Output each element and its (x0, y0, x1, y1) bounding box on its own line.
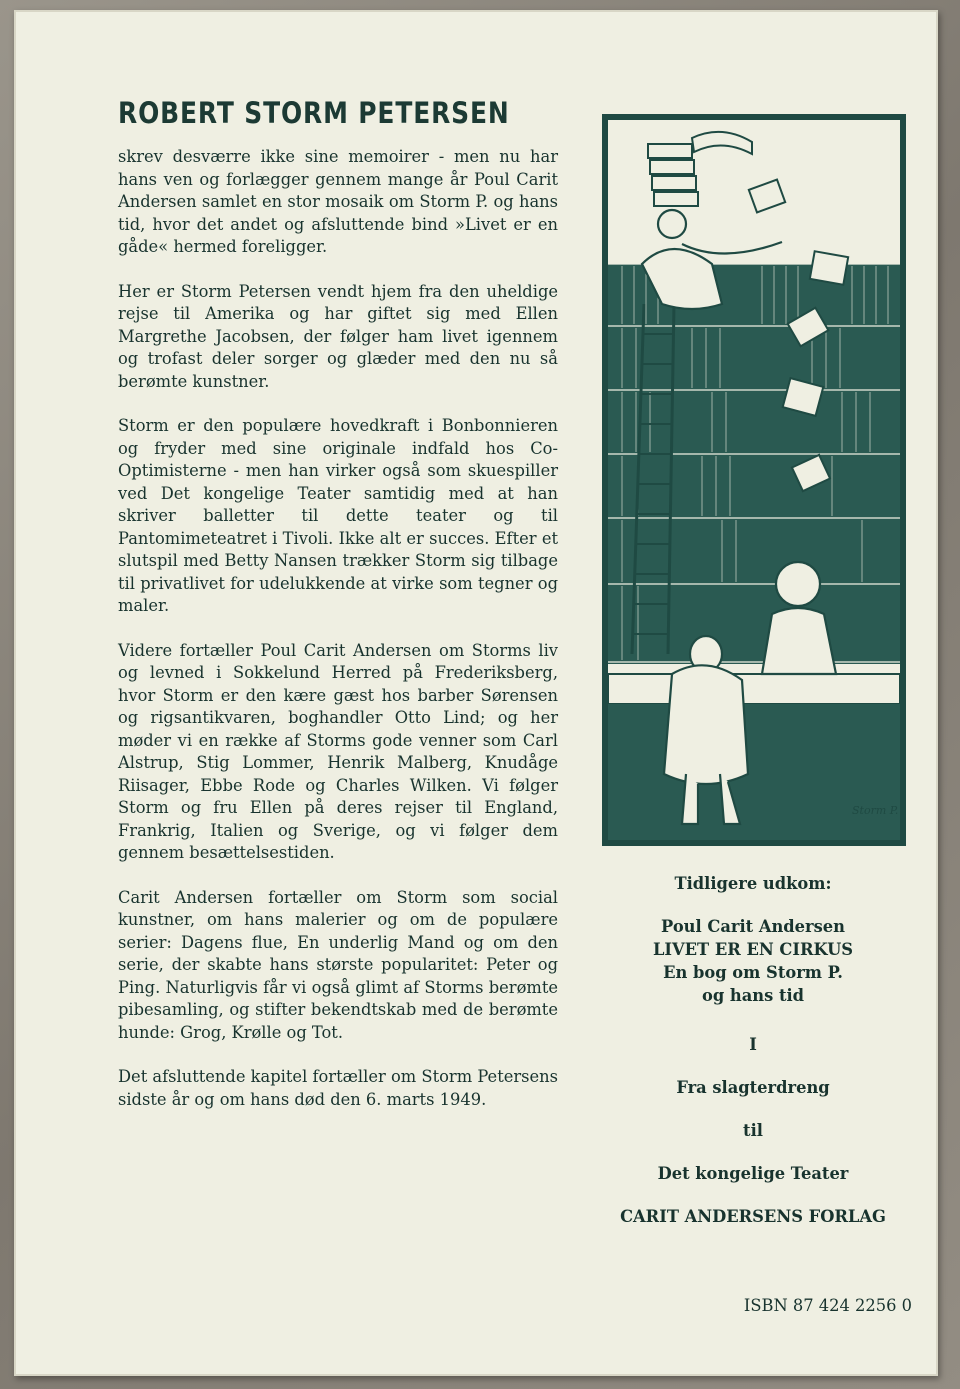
publisher-name: CARIT ANDERSENS FORLAG (620, 1207, 886, 1226)
volume-number: I (749, 1035, 757, 1054)
counter (608, 674, 900, 704)
library-illustration (602, 114, 906, 846)
previous-titles-block (588, 872, 918, 1228)
volume-line-3: Det kongelige Teater (657, 1164, 849, 1183)
volume-line-1: Fra slagterdreng (676, 1078, 830, 1097)
blurb-column (118, 96, 558, 1133)
author-heading: ROBERT STORM PETERSEN (118, 96, 510, 130)
previous-subtitle-1: En bog om Storm P. (663, 963, 843, 982)
isbn-number: ISBN 87 424 2256 0 (743, 1296, 912, 1315)
blurb-paragraph-3: Storm er den populære hovedkraft i Bonbonnieren og fryder med sine originale indfald hos Co-Optimisterne - men han virker også som skuespiller ved Det kongelige Teater samtidig med at han skriver balletter til dette teater og til Pantomimeteatret i Tivoli. Ikke alt er succes. Efter et slutspil med Betty Nansen trækker Storm sig tilbage til privatlivet for udelukkende at virke som tegner og maler. (118, 416, 558, 615)
blurb-paragraph-2: Her er Storm Petersen vendt hjem fra den uheldige rejse til Amerika og har giftet sig med Ellen Margrethe Jacobsen, der følger ham livet igennem og trofast deler sorger og glæder med den nu så berømte kunstner. (118, 281, 558, 391)
blurb-paragraph-1: skrev desværre ikke sine memoirer - men nu har hans ven og forlægger gennem mange år Poul Carit Andersen samlet en stor mosaik om Storm P. og hans tid, hvor det andet og afsluttende bind »Livet er en gåde« hermed foreligger. (118, 147, 558, 256)
previous-subtitle-2: og hans tid (701, 986, 805, 1005)
previous-heading: Tidligere udkom: (674, 874, 832, 893)
volume-line-2: til (743, 1121, 763, 1140)
previous-book-title: LIVET ER EN CIRKUS (652, 940, 854, 959)
floor (608, 704, 900, 840)
blurb-paragraph-6: Det afsluttende kapitel fortæller om Storm Petersens sidste år og om hans død den 6. marts 1949. (118, 1067, 558, 1109)
blurb-paragraph-5: Carit Andersen fortæller om Storm som social kunstner, om hans malerier og om de populære serier: Dagens flue, En underlig Mand og om den serie, der skabte hans største popularitet: Peter og Ping. Naturligvis får vi også glimt af Storms berømte pibesamling, og stifter bekendtskab med de berømte hunde: Grog, Krølle og Tot. (118, 887, 558, 1042)
illustration-signature: Storm P. (852, 804, 899, 817)
blurb-paragraph-4: Videre fortæller Poul Carit Andersen om Storms liv og levned i Sokkelund Herred på Frederiksberg, hvor Storm er den kære gæst hos barber Sørensen og rigsantikvaren, boghandler Otto Lind; og her møder vi en række af Storms gode venner som Carl Alstrup, Stig Lommer, Henrik Malberg, Knudåge Riisager, Ebbe Rode og Charles Wilken. Vi følger Storm og fru Ellen på deres rejser til England, Frankrig, Italien og Sverige, og vi følger dem gennem besættelsestiden. (118, 640, 558, 862)
library-drawing (602, 114, 906, 846)
previous-author: Poul Carit Andersen (661, 917, 845, 936)
